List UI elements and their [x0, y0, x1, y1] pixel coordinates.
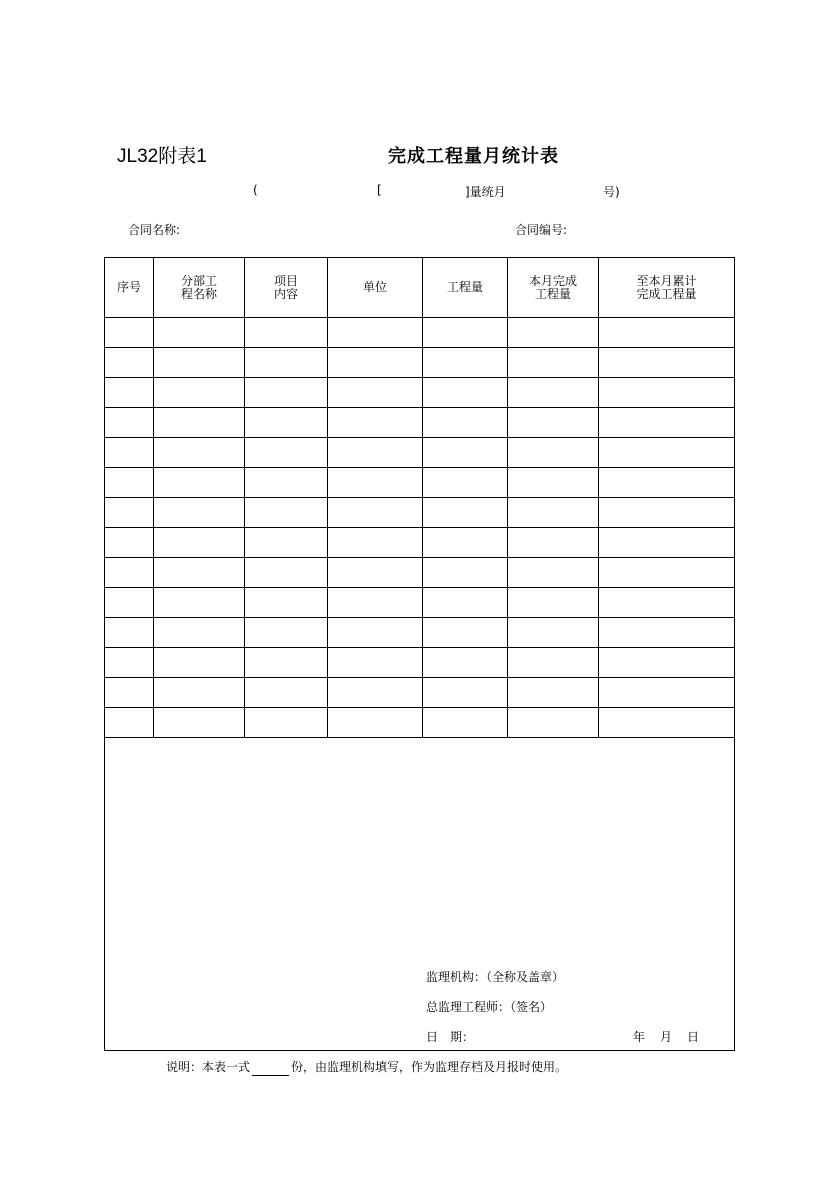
table-cell[interactable] — [328, 438, 423, 468]
statistics-table — [104, 257, 735, 738]
table-cell[interactable] — [599, 408, 735, 438]
subtitle-open-paren: ( — [253, 183, 258, 197]
table-cell[interactable] — [105, 648, 154, 678]
table-cell[interactable] — [245, 618, 328, 648]
table-row — [105, 558, 735, 588]
table-cell[interactable] — [245, 498, 328, 528]
table-cell[interactable] — [423, 558, 508, 588]
table-cell[interactable] — [328, 498, 423, 528]
contract-name-label: 合同名称: — [128, 223, 181, 237]
table-cell[interactable] — [423, 468, 508, 498]
table-cell[interactable] — [508, 318, 599, 348]
table-cell[interactable] — [105, 618, 154, 648]
column-header-unit: 单位 — [328, 258, 423, 318]
table-cell[interactable] — [423, 498, 508, 528]
table-row — [105, 678, 735, 708]
table-cell[interactable] — [599, 648, 735, 678]
table-cell[interactable] — [423, 588, 508, 618]
contract-no-label: 合同编号: — [515, 223, 568, 237]
table-cell[interactable] — [508, 528, 599, 558]
table-cell[interactable] — [105, 558, 154, 588]
table-row — [105, 708, 735, 738]
table-cell[interactable] — [599, 618, 735, 648]
table-cell[interactable] — [599, 378, 735, 408]
table-cell[interactable] — [154, 348, 245, 378]
table-cell[interactable] — [105, 318, 154, 348]
table-cell[interactable] — [245, 528, 328, 558]
table-cell[interactable] — [245, 318, 328, 348]
supervision-org-label: 监理机构：（全称及盖章） — [426, 970, 565, 984]
table-cell[interactable] — [599, 588, 735, 618]
table-row — [105, 378, 735, 408]
footnote — [166, 1058, 567, 1076]
table-cell[interactable] — [154, 708, 245, 738]
table-cell[interactable] — [423, 708, 508, 738]
table-row — [105, 588, 735, 618]
table-row — [105, 408, 735, 438]
table-cell[interactable] — [154, 678, 245, 708]
table-cell[interactable] — [508, 378, 599, 408]
table-cell[interactable] — [508, 498, 599, 528]
table-cell[interactable] — [245, 588, 328, 618]
table-cell[interactable] — [599, 348, 735, 378]
table-cell[interactable] — [245, 378, 328, 408]
chief-engineer-label: 总监理工程师：（签名） — [426, 1000, 553, 1014]
form-title: 完成工程量月统计表 — [388, 146, 559, 167]
table-cell[interactable] — [154, 438, 245, 468]
table-cell[interactable] — [508, 648, 599, 678]
table-row — [105, 528, 735, 558]
table-cell[interactable] — [423, 648, 508, 678]
date-year: 年 — [633, 1030, 646, 1044]
table-cell[interactable] — [105, 408, 154, 438]
table-cell[interactable] — [245, 648, 328, 678]
table-cell[interactable] — [599, 528, 735, 558]
signature-area — [104, 737, 735, 1051]
column-header-cumulative-completed: 至本月累计 完成工程量 — [599, 258, 735, 318]
subtitle-bracket-text: ]量统月 — [465, 185, 506, 199]
table-cell[interactable] — [245, 558, 328, 588]
table-cell[interactable] — [154, 648, 245, 678]
table-cell[interactable] — [245, 468, 328, 498]
table-cell[interactable] — [328, 648, 423, 678]
table-cell[interactable] — [154, 498, 245, 528]
header-row — [105, 258, 735, 318]
subtitle-close-text: 号) — [603, 185, 620, 199]
table-cell[interactable] — [423, 438, 508, 468]
table-cell[interactable] — [105, 468, 154, 498]
table-cell[interactable] — [105, 678, 154, 708]
table-cell[interactable] — [423, 318, 508, 348]
table-cell[interactable] — [154, 528, 245, 558]
table-cell[interactable] — [508, 408, 599, 438]
table-cell[interactable] — [328, 528, 423, 558]
copies-blank — [252, 1061, 289, 1076]
table-row — [105, 618, 735, 648]
table-cell[interactable] — [105, 708, 154, 738]
table-cell[interactable] — [328, 318, 423, 348]
column-header-quantity: 工程量 — [423, 258, 508, 318]
date-day: 日 — [687, 1030, 700, 1044]
table-cell[interactable] — [105, 588, 154, 618]
table-cell[interactable] — [328, 618, 423, 648]
column-header-division-name: 分部工 程名称 — [154, 258, 245, 318]
table-cell[interactable] — [423, 378, 508, 408]
table-cell[interactable] — [328, 468, 423, 498]
date-label: 日 期： — [426, 1030, 475, 1044]
table-cell[interactable] — [154, 558, 245, 588]
column-header-index: 序号 — [105, 258, 154, 318]
table-cell[interactable] — [328, 408, 423, 438]
footnote-prefix: 说明：本表一式 — [166, 1060, 251, 1074]
table-cell[interactable] — [508, 558, 599, 588]
table-cell[interactable] — [328, 348, 423, 378]
table-row — [105, 498, 735, 528]
table-cell[interactable] — [245, 438, 328, 468]
date-month: 月 — [660, 1030, 673, 1044]
table-cell[interactable] — [105, 348, 154, 378]
table-cell[interactable] — [423, 678, 508, 708]
table-cell[interactable] — [508, 618, 599, 648]
table-row — [105, 318, 735, 348]
table-cell[interactable] — [508, 348, 599, 378]
table-cell[interactable] — [508, 438, 599, 468]
table-cell[interactable] — [508, 468, 599, 498]
table-row — [105, 348, 735, 378]
table-cell[interactable] — [599, 558, 735, 588]
table-cell[interactable] — [105, 378, 154, 408]
table-cell[interactable] — [328, 558, 423, 588]
table-cell[interactable] — [105, 498, 154, 528]
subtitle-open-bracket: [ — [377, 183, 382, 197]
table-cell[interactable] — [154, 318, 245, 348]
table-cell[interactable] — [508, 678, 599, 708]
table-cell[interactable] — [154, 468, 245, 498]
table-cell[interactable] — [599, 498, 735, 528]
table-cell[interactable] — [599, 438, 735, 468]
table-cell[interactable] — [154, 378, 245, 408]
table-cell[interactable] — [154, 588, 245, 618]
table-cell[interactable] — [423, 408, 508, 438]
table-cell[interactable] — [423, 618, 508, 648]
table-cell[interactable] — [599, 468, 735, 498]
table-cell[interactable] — [508, 708, 599, 738]
table-cell[interactable] — [328, 678, 423, 708]
table-cell[interactable] — [328, 378, 423, 408]
table-cell[interactable] — [599, 318, 735, 348]
column-header-item-content: 项目 内容 — [245, 258, 328, 318]
table-cell[interactable] — [245, 348, 328, 378]
table-row — [105, 438, 735, 468]
table-cell[interactable] — [423, 528, 508, 558]
table-cell[interactable] — [154, 618, 245, 648]
table-cell[interactable] — [423, 348, 508, 378]
table-cell[interactable] — [599, 708, 735, 738]
table-cell[interactable] — [245, 708, 328, 738]
table-cell[interactable] — [328, 588, 423, 618]
table-cell[interactable] — [328, 708, 423, 738]
table-cell[interactable] — [105, 528, 154, 558]
table-cell[interactable] — [599, 678, 735, 708]
column-header-month-completed: 本月完成 工程量 — [508, 258, 599, 318]
footnote-suffix: 份，由监理机构填写，作为监理存档及月报时使用。 — [291, 1060, 568, 1074]
table-cell[interactable] — [245, 408, 328, 438]
table-cell[interactable] — [508, 588, 599, 618]
table-cell[interactable] — [245, 678, 328, 708]
table-row — [105, 648, 735, 678]
table-cell[interactable] — [154, 408, 245, 438]
table-row — [105, 468, 735, 498]
table-cell[interactable] — [105, 438, 154, 468]
form-code: JL32附表1 — [117, 146, 207, 167]
